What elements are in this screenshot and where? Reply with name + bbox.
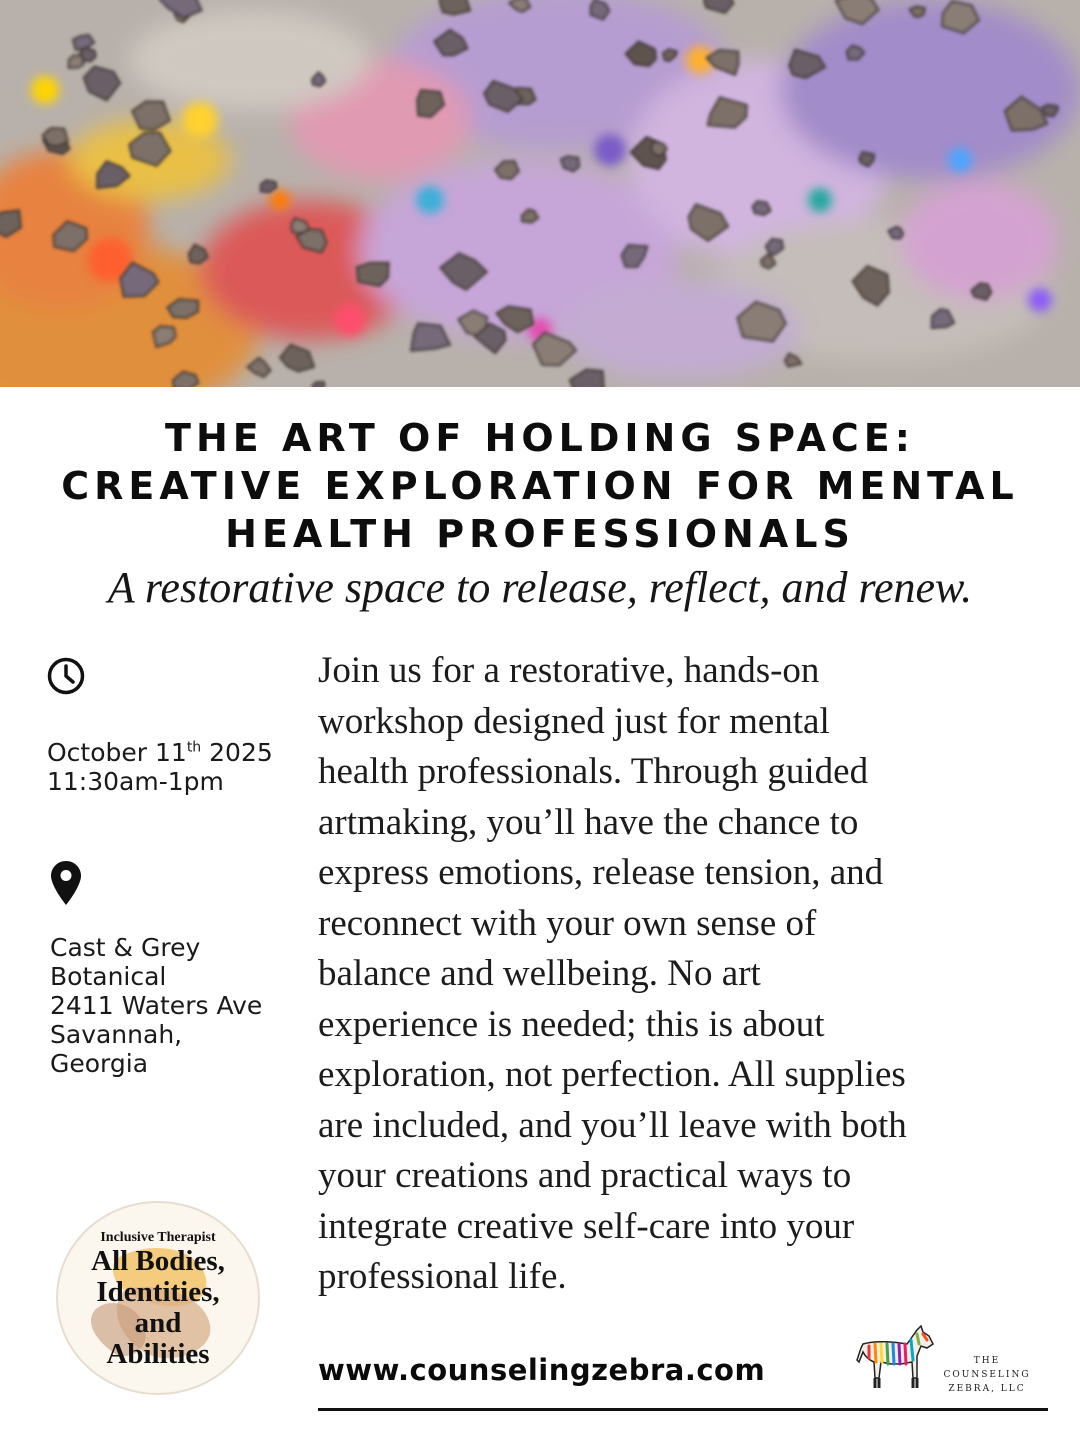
badge-small-label: Inclusive Therapist [100,1230,216,1245]
description-line: artmaking, you’ll have the chance to [318,801,859,843]
location-line-2: Botanical [50,962,167,991]
event-date-suffix: th [186,739,202,756]
description-line: experience is needed; this is about [318,1003,825,1045]
inclusive-therapist-badge [55,1200,261,1396]
description-line: reconnect with your own sense of [318,902,817,944]
description-line: balance and wellbeing. No art [318,953,761,994]
badge-line-3: and [134,1307,182,1339]
zebra-icon [855,1322,935,1394]
description-line: professional life. [318,1256,567,1297]
description-line: Join us for a restorative, hands-on [318,650,820,691]
hero-image [0,0,1080,387]
hero-stone [357,263,389,286]
location-line-3: 2411 Waters Ave [50,991,263,1020]
location-line-1: Cast & Grey [50,933,201,962]
event-title [0,414,1080,558]
brand-line-1: THE COUNSELING [943,1356,1031,1380]
event-location [50,933,262,1078]
website-link[interactable]: www.counselingzebra.com [318,1353,766,1387]
tagline: A restorative space to release, reflect, and renew. [107,563,973,612]
event-date-year: 2025 [201,738,273,767]
description-line: integrate creative self-care into your [318,1205,855,1247]
event-description [318,646,1048,1303]
event-date-main: October 11 [47,738,187,767]
hero-stone [753,201,771,215]
hero-stone [313,382,325,387]
description-line: your creations and practical ways to [318,1155,852,1196]
hero-stone [761,255,775,268]
badge-line-2: Identities, [96,1276,220,1308]
hero-stone [69,56,84,68]
description-line: are included, and you’ll leave with both [318,1104,907,1146]
map-pin-icon [50,860,82,906]
event-title-line-2: CREATIVE EXPLORATION FOR MENTAL [61,464,1019,508]
badge-line-1: All Bodies, [91,1245,225,1277]
brand-name [932,1354,1042,1396]
description-line: health professionals. Through guided [318,751,869,792]
location-line-4: Savannah, [50,1020,183,1049]
hero-stone [440,0,470,15]
brand-line-2: ZEBRA, LLC [948,1384,1026,1394]
event-title-line-3: HEALTH PROFESSIONALS [225,512,855,556]
description-line: workshop designed just for mental [318,700,830,742]
description-line: exploration, not perfection. All supplies [318,1054,906,1095]
clock-icon [46,656,86,696]
event-time: 11:30am-1pm [47,767,224,796]
description-line: express emotions, release tension, and [318,852,884,893]
event-datetime [47,738,273,796]
badge-line-4: Abilities [106,1338,210,1370]
hero-illustration [0,0,1080,387]
event-date [47,738,273,767]
event-title-line-1: THE ART OF HOLDING SPACE: [165,416,915,460]
location-line-5: Georgia [50,1049,149,1078]
footer-divider [318,1408,1048,1411]
